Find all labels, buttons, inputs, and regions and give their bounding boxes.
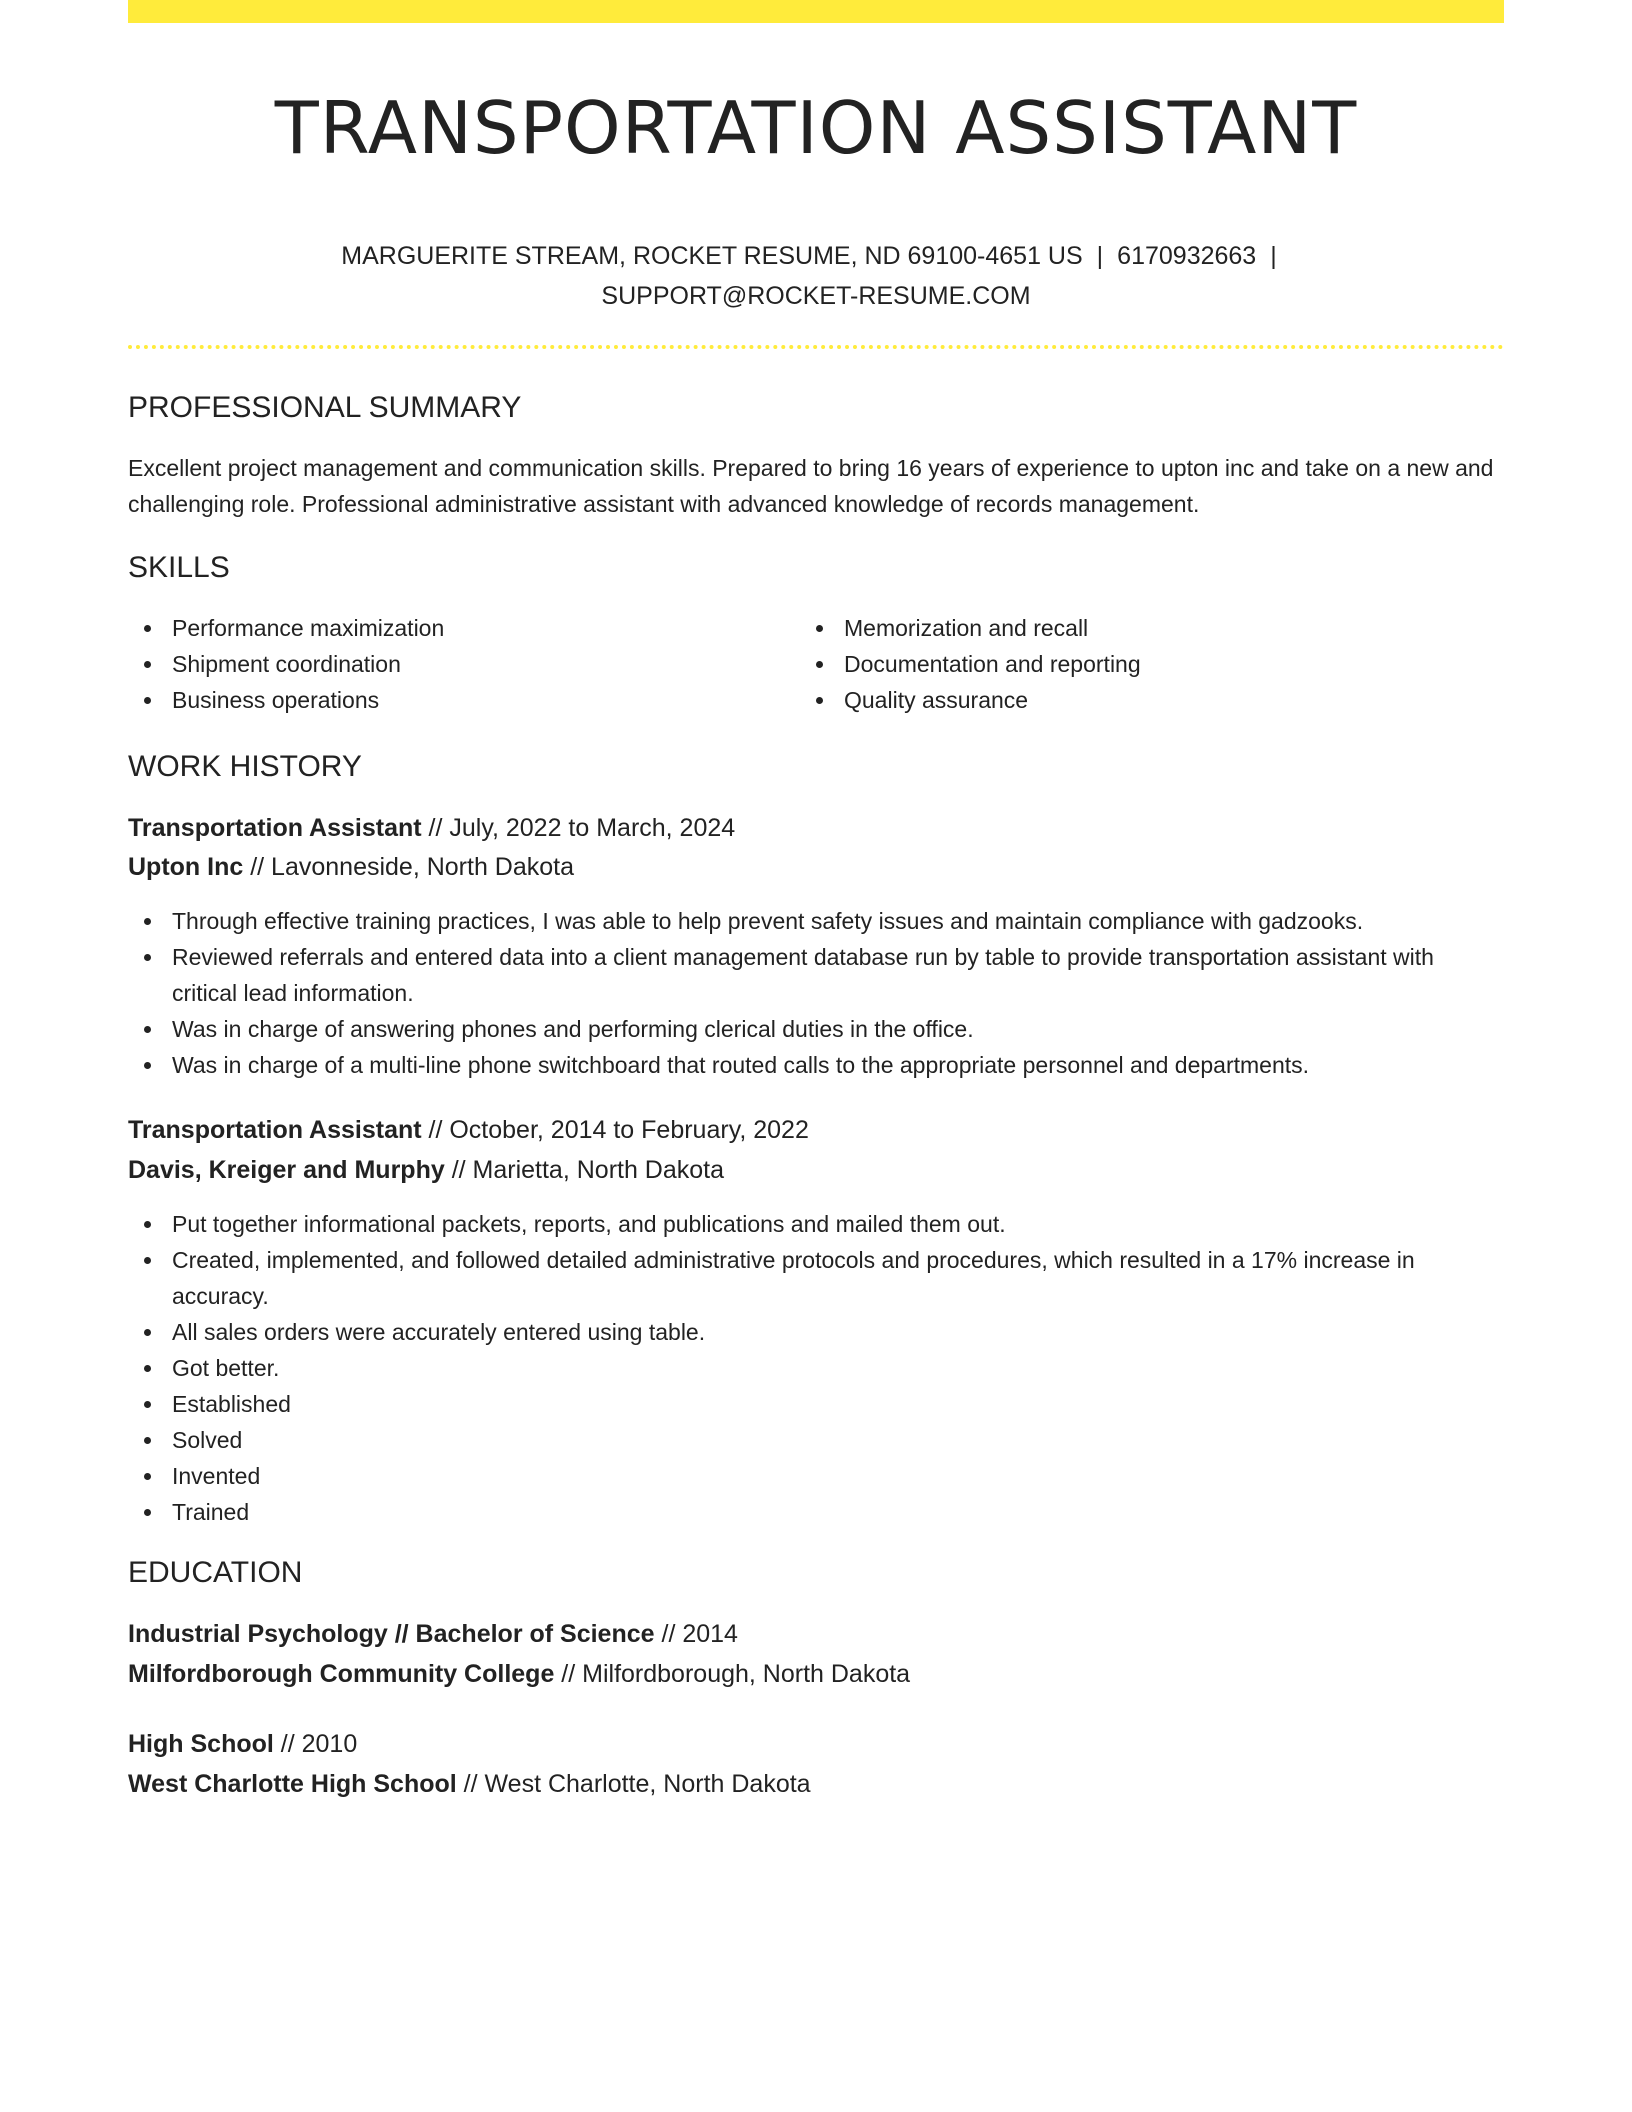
- summary-text: Excellent project management and communication skills. Prepared to bring 16 years of experience to upton inc and take on a new and challenging role. Professional administrative assistant with advanced knowledge of records management.: [128, 455, 1494, 517]
- job-bullet: Was in charge of a multi-line phone switchboard that routed calls to the appropriate personnel and departments.: [128, 1047, 1504, 1083]
- skill-item: Documentation and reporting: [800, 646, 1460, 682]
- job-company-line: [128, 1150, 724, 1190]
- job-bullets: [128, 1206, 1504, 1530]
- job-title: Transportation Assistant: [128, 1116, 422, 1144]
- skill-item: Quality assurance: [800, 682, 1460, 718]
- contact-line-2: [128, 276, 1504, 316]
- skills-list-left: [128, 610, 788, 718]
- education-location: // Milfordborough, North Dakota: [554, 1660, 911, 1688]
- job-bullet: Established: [128, 1386, 1504, 1422]
- job-location: // Lavonneside, North Dakota: [243, 853, 575, 881]
- resume-title: TRANSPORTATION ASSISTANT: [274, 86, 1358, 170]
- contact-phone: 6170932663: [1117, 242, 1257, 270]
- job-bullet: All sales orders were accurately entered using table.: [128, 1314, 1504, 1350]
- job-bullet: Was in charge of answering phones and performing clerical duties in the office.: [128, 1011, 1504, 1047]
- job-title-line: [128, 1110, 809, 1150]
- summary-heading: PROFESSIONAL SUMMARY: [128, 391, 522, 424]
- job-company: Davis, Kreiger and Murphy: [128, 1156, 445, 1184]
- job-dates: // October, 2014 to February, 2022: [421, 1116, 809, 1144]
- job-title: Transportation Assistant: [128, 814, 422, 842]
- education-degree-line: [128, 1614, 738, 1654]
- job-bullet: Invented: [128, 1458, 1504, 1494]
- job-location: // Marietta, North Dakota: [444, 1156, 725, 1184]
- job-company-line: [128, 847, 574, 887]
- work-heading: WORK HISTORY: [128, 750, 362, 783]
- job-bullet: Reviewed referrals and entered data into a client management database run by table to provide transportation assistant with critical lead information.: [128, 939, 1504, 1011]
- contact-address: MARGUERITE STREAM, ROCKET RESUME, ND 69100-4651 US: [341, 242, 1083, 270]
- job-company: Upton Inc: [128, 853, 244, 881]
- education-degree-line: [128, 1724, 357, 1764]
- education-location: // West Charlotte, North Dakota: [456, 1770, 811, 1798]
- accent-bar: [128, 0, 1504, 23]
- job-title-line: [128, 808, 735, 848]
- job-dates: // July, 2022 to March, 2024: [421, 814, 736, 842]
- skill-item: Business operations: [128, 682, 788, 718]
- job-bullet: Got better.: [128, 1350, 1504, 1386]
- job-bullet: Through effective training practices, I was able to help prevent safety issues and maintain compliance with gadzooks.: [128, 903, 1504, 939]
- job-bullet: Created, implemented, and followed detailed administrative protocols and procedures, which resulted in a 17% increase in accuracy.: [128, 1242, 1504, 1314]
- education-school: Milfordborough Community College: [128, 1660, 555, 1688]
- education-heading: EDUCATION: [128, 1556, 303, 1589]
- job-bullet: Solved: [128, 1422, 1504, 1458]
- header-divider: [128, 345, 1504, 349]
- skills-list-right: [800, 610, 1460, 718]
- education-year: // 2010: [273, 1730, 358, 1758]
- job-bullet: Put together informational packets, reports, and publications and mailed them out.: [128, 1206, 1504, 1242]
- job-bullets: [128, 903, 1504, 1083]
- skill-item: Performance maximization: [128, 610, 788, 646]
- contact-line-1: [128, 236, 1504, 276]
- contact-info: [128, 236, 1504, 316]
- job-bullet: Trained: [128, 1494, 1504, 1530]
- education-degree: High School: [128, 1730, 274, 1758]
- skill-item: Memorization and recall: [800, 610, 1460, 646]
- education-school-line: [128, 1654, 910, 1694]
- education-school-line: [128, 1764, 811, 1804]
- education-degree: Industrial Psychology // Bachelor of Science: [128, 1620, 655, 1648]
- education-year: // 2014: [654, 1620, 738, 1648]
- contact-separator: |: [1270, 242, 1277, 270]
- contact-separator: |: [1096, 242, 1104, 270]
- education-school: West Charlotte High School: [128, 1770, 457, 1798]
- contact-email: SUPPORT@ROCKET-RESUME.COM: [601, 282, 1031, 310]
- skills-heading: SKILLS: [128, 551, 230, 584]
- skill-item: Shipment coordination: [128, 646, 788, 682]
